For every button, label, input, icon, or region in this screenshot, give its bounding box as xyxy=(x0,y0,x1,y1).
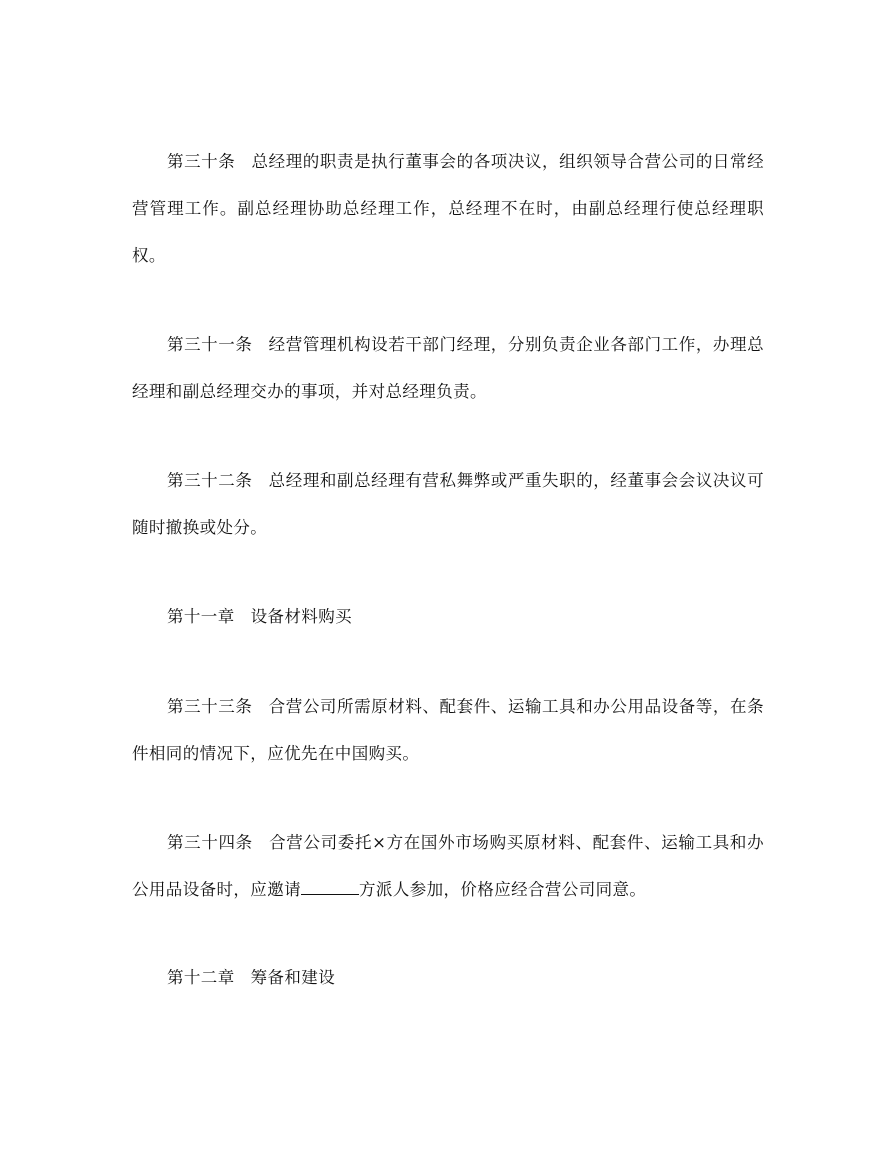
article-text-continued: 方派人参加，价格应经合营公司同意。 xyxy=(359,880,647,899)
chapter-12-heading xyxy=(167,966,335,990)
article-number: 第三十一条 xyxy=(167,335,253,354)
article-34 xyxy=(132,819,764,913)
fill-in-blank xyxy=(301,880,359,895)
article-text: 总经理的职责是执行董事会的各项决议，组织领导合营公司的日常经营管理工作。副总经理协助总经理工作，总经理不在时，由副总经理行使总经理职权。 xyxy=(132,152,764,265)
article-number: 第三十三条 xyxy=(167,697,253,716)
article-text: 经营管理机构设若干部门经理，分别负责企业各部门工作，办理总经理和副总经理交办的事项，并对总经理负责。 xyxy=(132,335,765,401)
article-31 xyxy=(132,321,764,415)
chapter-number: 第十一章 xyxy=(167,607,235,626)
article-32 xyxy=(132,457,764,551)
chapter-title: 设备材料购买 xyxy=(250,607,353,626)
article-text: 合营公司所需原材料、配套件、运输工具和办公用品设备等，在条件相同的情况下，应优先在中国购买。 xyxy=(132,697,765,763)
article-number: 第三十四条 xyxy=(167,833,253,852)
article-text: 总经理和副总经理有营私舞弊或严重失职的，经董事会会议决议可随时撤换或处分。 xyxy=(132,471,765,537)
article-33 xyxy=(132,683,764,777)
chapter-title: 筹备和建设 xyxy=(250,968,336,987)
article-number: 第三十二条 xyxy=(167,471,253,490)
chapter-number: 第十二章 xyxy=(167,968,235,987)
article-text: 合营公司委托×方在国外市场购买原材料、配套件、运输工具和办公用品设备时，应邀请 xyxy=(132,833,764,899)
article-number: 第三十条 xyxy=(167,152,236,171)
article-30 xyxy=(132,138,764,279)
chapter-11-heading xyxy=(167,605,352,629)
